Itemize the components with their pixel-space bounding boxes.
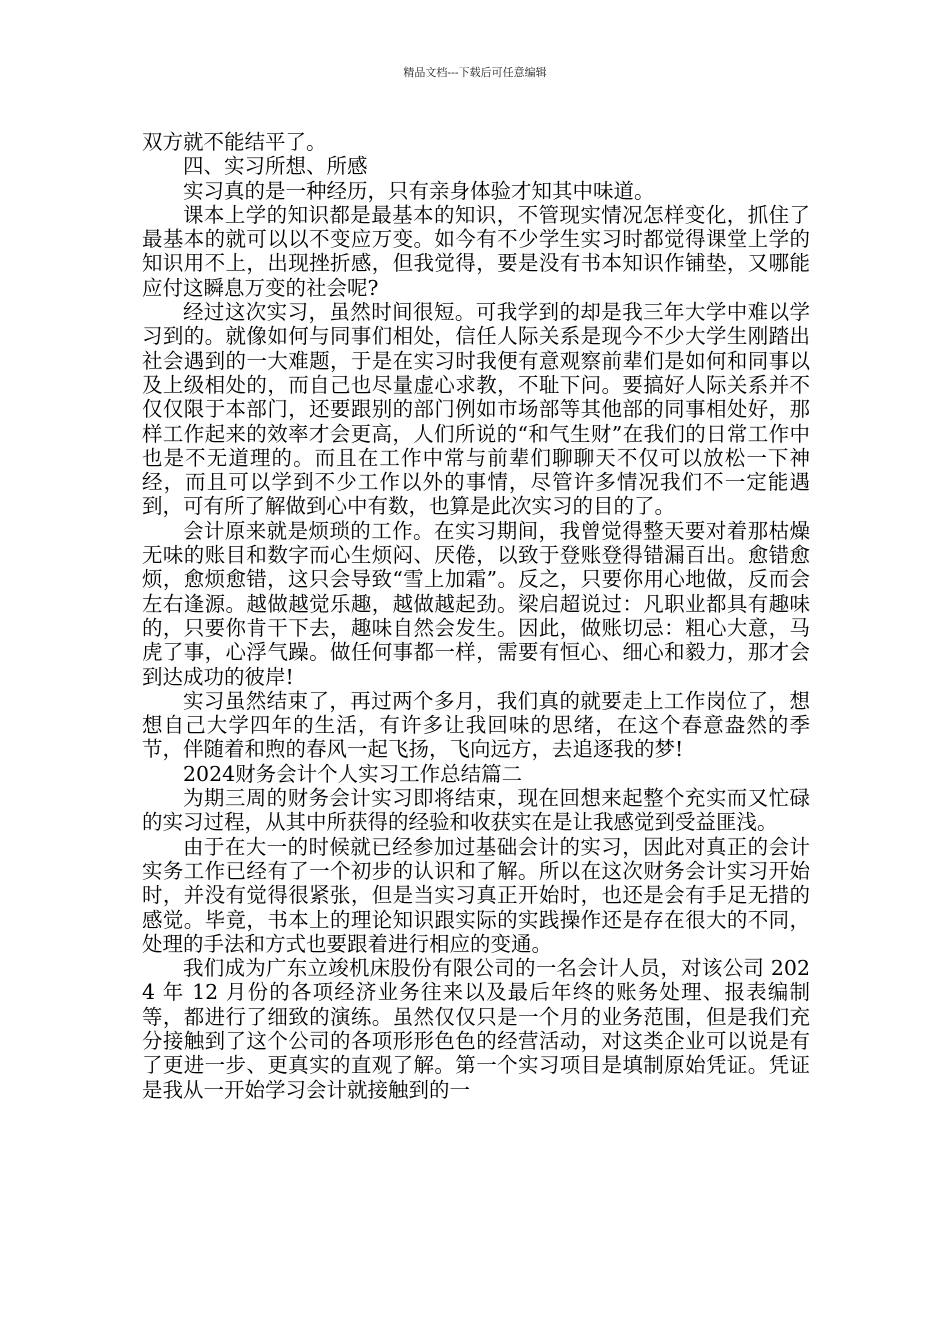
paragraph: 由于在大一的时候就已经参加过基础会计的实习，因此对真正的会计实务工作已经有了一个初步的认识和了解。所以在这次财务会计实习开始时，并没有觉得很紧张，但是当实习真正开始时，也还是会有手足无措的感觉。毕竟，书本上的理论知识跟实际的实践操作还是存在很大的不同，处理的手法和方式也要跟着进行相应的变通。 — [142, 834, 810, 956]
document-body — [142, 130, 810, 1102]
paragraph: 实习真的是一种经历，只有亲身体验才知其中味道。 — [183, 178, 655, 203]
paragraph: 双方就不能结平了。 — [142, 130, 327, 154]
paragraph: 我们成为广东立竣机床股份有限公司的一名会计人员，对该公司 2024 年 12 月份的各项经济业务往来以及最后年终的账务处理、报表编制等，都进行了细致的演练。虽然仅仅只是一个月的业务范围，但是我们充分接触到了这个公司的各项形形色色的经营活动，对这类企业可以说是有了更进一步、更真实的直观了解。第一个实习项目是填制原始凭证。凭证是我从一开始学习会计就接触到的一 — [142, 956, 810, 1102]
page-header: 精品文档---下载后可任意编辑 — [403, 66, 547, 79]
paragraph: 课本上学的知识都是最基本的知识，不管现实情况怎样变化，抓住了最基本的就可以以不变应万变。如今有不少学生实习时都觉得课堂上学的知识用不上，出现挫折感，但我觉得，要是没有书本知识作铺垫，又哪能应付这瞬息万变的社会呢? — [142, 202, 810, 300]
section-heading: 四、实习所想、所感 — [183, 154, 368, 179]
paragraph: 会计原来就是烦琐的工作。在实习期间，我曾觉得整天要对着那枯燥无味的账目和数字而心生烦闷、厌倦，以致于登账登得错漏百出。愈错愈烦，愈烦愈错，这只会导致“雪上加霜”。反之，只要你用心地做，反而会左右逢源。越做越觉乐趣，越做越起劲。梁启超说过：凡职业都具有趣味的，只要你肯干下去，趣味自然会发生。因此，做账切忌：粗心大意，马虎了事，心浮气躁。做任何事都一样，需要有恒心、细心和毅力，那才会到达成功的彼岸! — [142, 518, 810, 689]
article-title: 2024财务会计个人实习工作总结篇二 — [183, 761, 523, 786]
paragraph: 实习虽然结束了，再过两个多月，我们真的就要走上工作岗位了，想想自己大学四年的生活，有许多让我回味的思绪，在这个春意盎然的季节，伴随着和煦的春风一起飞扬，飞向远方，去追逐我的梦! — [142, 688, 810, 762]
paragraph: 经过这次实习，虽然时间很短。可我学到的却是我三年大学中难以学习到的。就像如何与同事们相处，信任人际关系是现今不少大学生刚踏出社会遇到的一大难题，于是在实习时我便有意观察前辈们是如何和同事以及上级相处的，而自己也尽量虚心求教，不耻下问。要搞好人际关系并不仅仅限于本部门，还要跟别的部门例如市场部等其他部的同事相处好，那样工作起来的效率才会更高，人们所说的“和气生财”在我们的日常工作中也是不无道理的。而且在工作中常与前辈们聊聊天不仅可以放松一下神经，而且可以学到不少工作以外的事情，尽管许多情况我们不一定能遇到，可有所了解做到心中有数，也算是此次实习的目的了。 — [142, 300, 810, 519]
paragraph: 为期三周的财务会计实习即将结束，现在回想来起整个充实而又忙碌的实习过程，从其中所获得的经验和收获实在是让我感觉到受益匪浅。 — [142, 786, 810, 835]
